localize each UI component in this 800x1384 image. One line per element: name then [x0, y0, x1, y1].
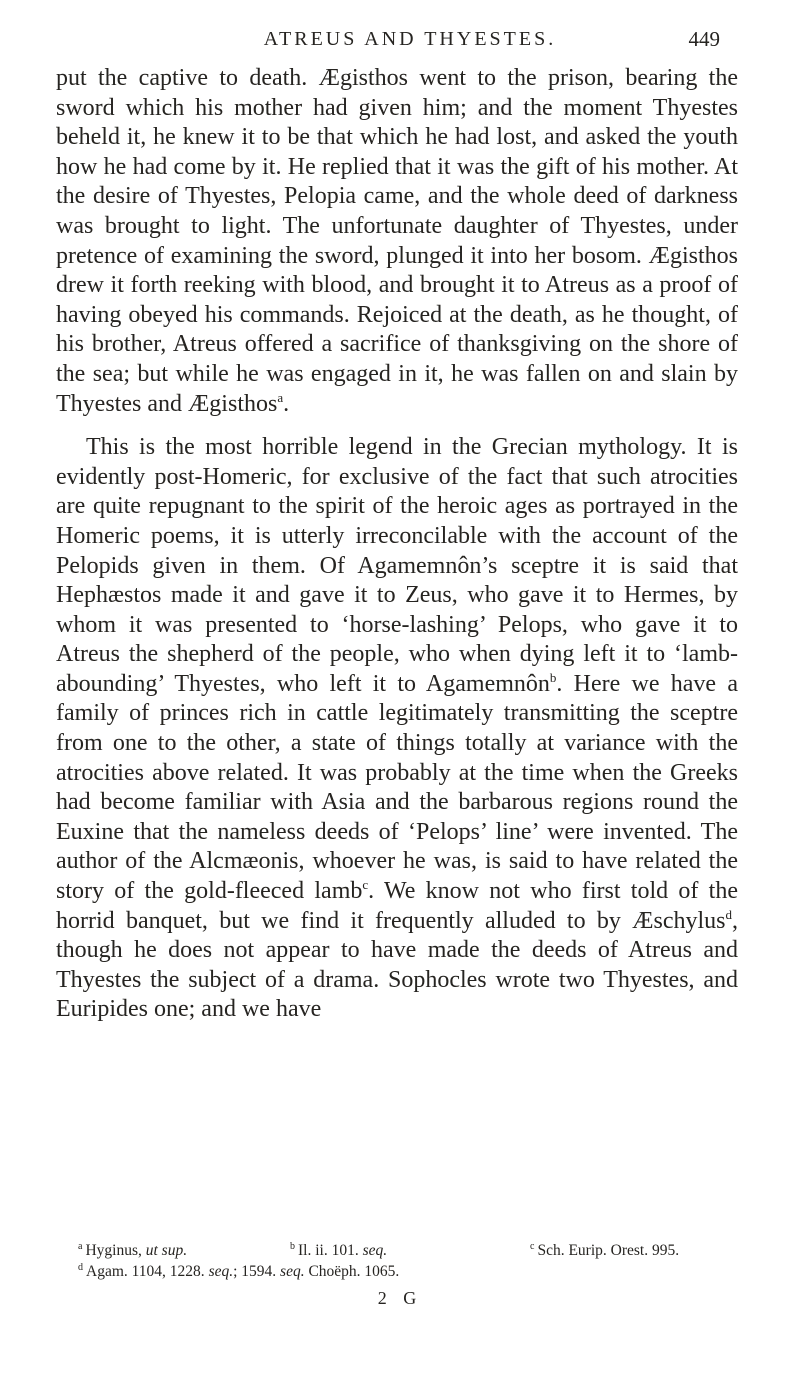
- footnote-d-italic-1: seq.: [208, 1263, 234, 1280]
- footnote-ref-c: c: [362, 877, 369, 893]
- footnote-d-text-3: Choëph. 1065.: [304, 1263, 400, 1280]
- page-header: [100, 22, 720, 56]
- footnote-d: [78, 1261, 399, 1282]
- paragraph-2: [56, 433, 738, 1025]
- paragraph-2-text-3: . We know not who first told of the horrid banquet, but we find it frequently alluded to by Æschylus: [56, 878, 739, 934]
- footnote-b-marker: b: [290, 1240, 295, 1252]
- footnote-a-marker: a: [78, 1240, 83, 1252]
- running-head: ATREUS AND THYESTES.: [263, 28, 557, 50]
- body-text: [56, 64, 738, 1025]
- footnote-a: [78, 1240, 290, 1261]
- footnote-c: [530, 1240, 754, 1261]
- paragraph-1: [56, 64, 738, 419]
- paragraph-1-end: .: [283, 390, 290, 417]
- footnote-d-marker: d: [78, 1261, 83, 1273]
- footnote-d-italic-2: seq.: [280, 1263, 305, 1280]
- footnote-d-text-1: Agam. 1104, 1228.: [86, 1263, 209, 1280]
- footnote-b-text: Il. ii. 101.: [298, 1242, 363, 1259]
- paragraph-2-text-4: , though he does not appear to have made the deeds of Atreus and Thyestes the subject of a drama. Sophocles wrote two Thyestes, and Euripides one; and we have: [56, 907, 738, 1023]
- paragraph-2-text-2: . Here we have a family of princes rich in cattle legitimately transmitting the sceptre from one to the other, a state of things totally at variance with the atrocities above related. It was probably at the time when the Greeks had become familiar with Asia and the barbarous regions round the Euxine that the nameless deeds of ‘Pelops’ line’ were invented. The author of the Alcmæonis, whoever he was, is said to have related the story of the gold-fleeced lamb: [56, 670, 738, 905]
- footnote-ref-d: d: [725, 906, 732, 922]
- footnotes: [78, 1240, 754, 1282]
- footnote-a-italic: ut sup.: [145, 1242, 188, 1259]
- footnote-row-2: [78, 1261, 754, 1282]
- paragraph-1-text: put the captive to death. Ægisthos went to the prison, bearing the sword which his mother had given him; and the moment Thyestes beheld it, he knew it to be that which he had lost, and asked the youth how he had come by it. He replied that it was the gift of his mother. At the desire of Thyestes, Pelopia came, and the whole deed of darkness was brought to light. The unfortunate daughter of Thyestes, under pretence of examining the sword, plunged it into her bosom. Ægisthos drew it forth reeking with blood, and brought it to Atreus as a proof of having obeyed his commands. Rejoiced at the death, as he thought, of his brother, Atreus offered a sacrifice of thanksgiving on the shore of the sea; but while he was engaged in it, he was fallen on and slain by Thyestes and Ægisthos: [56, 65, 738, 417]
- footnote-ref-a: a: [277, 389, 284, 405]
- footnote-ref-b: b: [549, 669, 557, 685]
- signature-mark: 2 G: [377, 1288, 423, 1308]
- footnote-c-text: Sch. Eurip. Orest. 995.: [537, 1242, 680, 1259]
- footnote-b: [290, 1240, 530, 1261]
- footnote-c-marker: c: [530, 1240, 535, 1252]
- footnote-row-1: [78, 1240, 754, 1261]
- footnote-b-italic: seq.: [362, 1242, 388, 1259]
- paragraph-2-text-1: This is the most horrible legend in the Grecian mythology. It is evidently post-Homeric, for exclusive of the fact that such atrocities are quite repugnant to the spirit of the heroic ages as portrayed in the Homeric poems, it is utterly irreconcilable with the account of the Pelopids given in them. Of Agamemnôn’s sceptre it is said that Hephæstos made it and gave it to Zeus, who gave it to Hermes, by whom it was presented to ‘horse-lashing’ Pelops, who gave it to Atreus the shepherd of the people, who when dying left it to ‘lamb-abounding’ Thyestes, who left it to Agamemnôn: [56, 434, 738, 697]
- footnote-a-text: Hyginus,: [85, 1242, 146, 1259]
- page-number: 449: [688, 27, 720, 51]
- footnote-d-text-2: ; 1594.: [233, 1263, 281, 1280]
